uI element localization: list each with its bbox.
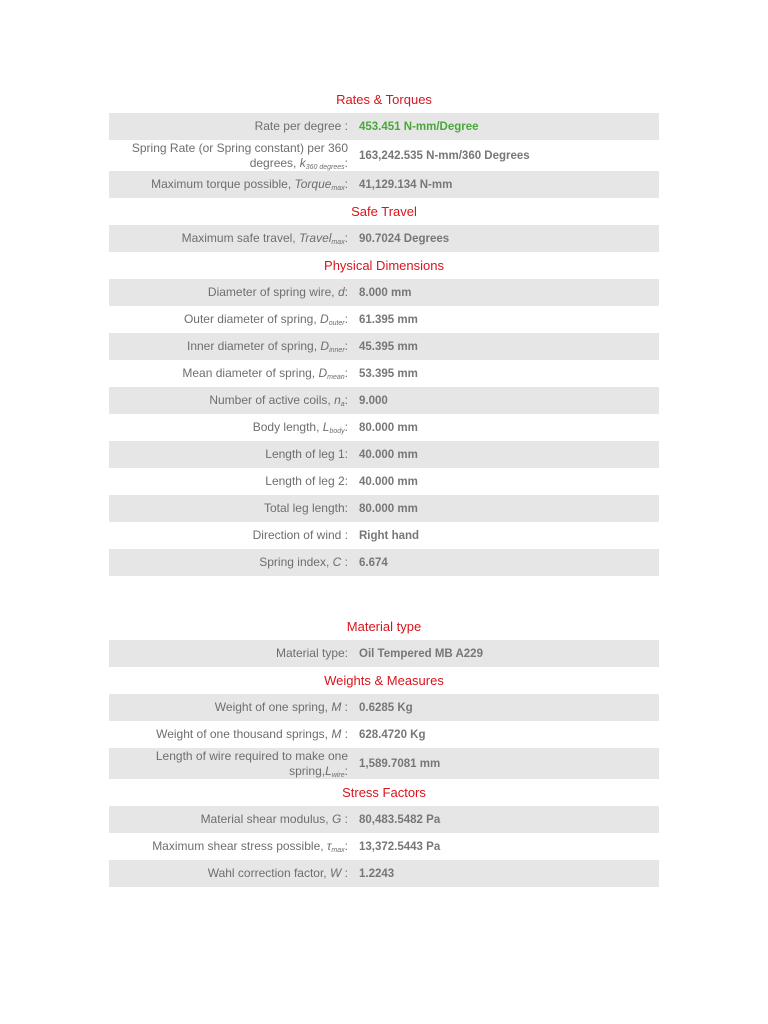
label-wire-diameter: Diameter of spring wire, d: (207, 285, 348, 299)
label-leg2-length: Length of leg 2: (265, 474, 348, 488)
label-inner-diameter: Inner diameter of spring, $D_{inner}$: (186, 339, 348, 354)
value-rate-per-degree: 453.451 N-mm/Degree (359, 120, 479, 133)
label-max-torque: Maximum torque possible, Torque$_{max}$: (151, 177, 348, 192)
section-title-material-type: Material type (346, 619, 422, 634)
label-total-leg-length: Total leg length: (263, 501, 348, 515)
value-wire-length: 1,589.7081 mm (359, 757, 441, 770)
label-spring-rate-360: Spring Rate (or Spring constant) per 360 degrees, $k_{360 degrees}$: (131, 140, 348, 171)
value-outer-diameter: 61.395 mm (359, 313, 418, 326)
row-max-torque (109, 171, 659, 198)
row-shear-modulus (109, 806, 659, 833)
label-weight-one: Weight of one spring, M : (214, 700, 348, 714)
value-weight-thousand: 628.4720 Kg (359, 728, 426, 741)
row-wire-length (109, 748, 659, 779)
results-block-primary (109, 86, 659, 576)
results-block-secondary (109, 613, 659, 887)
row-spring-index (109, 549, 659, 576)
row-wahl-factor (109, 860, 659, 887)
row-leg1-length (109, 441, 659, 468)
label-spring-index: Spring index, C : (259, 555, 348, 569)
row-leg2-length (109, 468, 659, 495)
value-total-leg-length: 80.000 mm (359, 502, 418, 515)
row-active-coils (109, 387, 659, 414)
value-weight-one: 0.6285 Kg (359, 701, 413, 714)
label-max-shear-stress: Maximum shear stress possible, $\tau_{max}$: (152, 839, 348, 854)
row-mean-diameter (109, 360, 659, 387)
row-max-safe-travel (109, 225, 659, 252)
value-max-shear-stress: 13,372.5443 Pa (359, 840, 441, 853)
row-weight-one (109, 694, 659, 721)
value-max-safe-travel: 90.7024 Degrees (359, 232, 450, 245)
value-spring-rate-360: 163,242.535 N-mm/360 Degrees (359, 149, 530, 162)
label-mean-diameter: Mean diameter of spring, $D_{mean}$: (182, 366, 348, 381)
row-spring-rate-360 (109, 140, 659, 171)
label-wind-direction: Direction of wind : (252, 528, 348, 542)
row-wire-diameter (109, 279, 659, 306)
row-wind-direction (109, 522, 659, 549)
row-inner-diameter (109, 333, 659, 360)
label-body-length: Body length, $L_{body}$: (252, 420, 348, 435)
section-title-safe-travel: Safe Travel (351, 204, 417, 219)
label-weight-thousand: Weight of one thousand springs, M : (156, 727, 348, 741)
label-outer-diameter: Outer diameter of spring, $D_{outer}$: (183, 312, 348, 327)
value-material-type: Oil Tempered MB A229 (359, 647, 483, 660)
value-shear-modulus: 80,483.5482 Pa (359, 813, 441, 826)
row-body-length (109, 414, 659, 441)
label-rate-per-degree: Rate per degree : (254, 119, 348, 133)
value-leg2-length: 40.000 mm (359, 475, 418, 488)
label-active-coils: Number of active coils, $n_a$: (209, 393, 348, 408)
row-rate-per-degree (109, 113, 659, 140)
value-spring-index: 6.674 (359, 556, 388, 569)
row-max-shear-stress (109, 833, 659, 860)
value-inner-diameter: 45.395 mm (359, 340, 418, 353)
section-title-rates-torques: Rates & Torques (336, 92, 432, 107)
label-material-type: Material type: (275, 646, 348, 660)
value-wahl-factor: 1.2243 (359, 867, 395, 880)
label-wahl-factor: Wahl correction factor, W : (207, 866, 348, 880)
row-total-leg-length (109, 495, 659, 522)
row-outer-diameter (109, 306, 659, 333)
label-leg1-length: Length of leg 1: (265, 447, 348, 461)
row-material-type (109, 640, 659, 667)
section-title-physical-dimensions: Physical Dimensions (324, 258, 444, 273)
label-max-safe-travel: Maximum safe travel, Travel$_{max}$: (181, 231, 348, 246)
value-max-torque: 41,129.134 N-mm (359, 178, 453, 191)
value-wire-diameter: 8.000 mm (359, 286, 412, 299)
value-wind-direction: Right hand (359, 529, 420, 542)
value-active-coils: 9.000 (359, 394, 388, 407)
label-wire-length: Length of wire required to make one $spring,L_{wire}$: (155, 748, 348, 779)
section-title-stress-factors: Stress Factors (342, 785, 426, 800)
section-title-weights-measures: Weights & Measures (324, 673, 444, 688)
row-weight-thousand (109, 721, 659, 748)
value-body-length: 80.000 mm (359, 421, 418, 434)
label-shear-modulus: Material shear modulus, G : (200, 812, 348, 826)
value-leg1-length: 40.000 mm (359, 448, 418, 461)
value-mean-diameter: 53.395 mm (359, 367, 418, 380)
